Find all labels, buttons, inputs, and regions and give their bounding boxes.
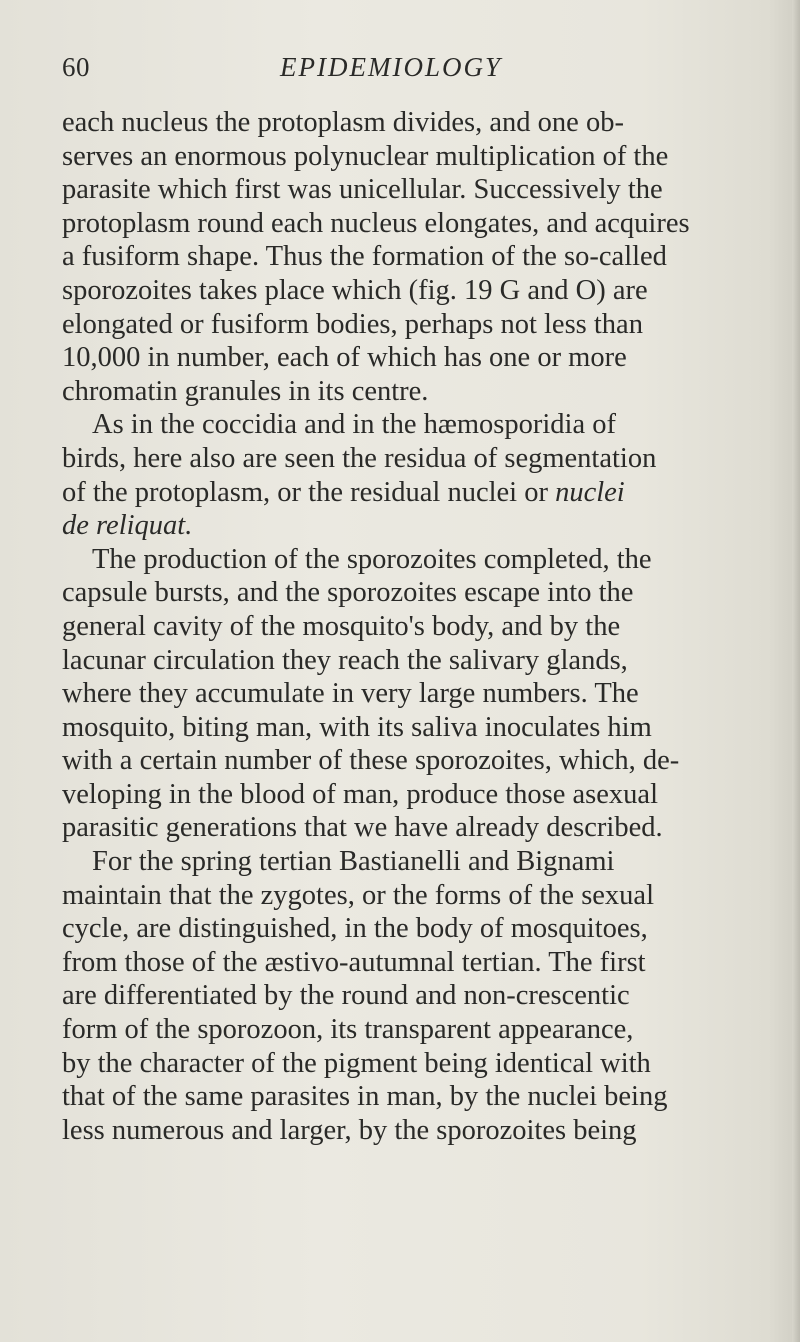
body-text bbox=[62, 106, 796, 1147]
text-line bbox=[62, 476, 796, 510]
text-line: general cavity of the mosquito's body, and by the bbox=[62, 610, 621, 642]
text-line: maintain that the zygotes, or the forms of the sexual bbox=[62, 879, 655, 911]
text-line: birds, here also are seen the residua of segmentation bbox=[62, 442, 657, 474]
text-line-start: of the protoplasm, or the residual nuclei or bbox=[62, 476, 548, 508]
italic-term: nuclei bbox=[555, 476, 625, 508]
text-line: cycle, are distinguished, in the body of mosquitoes, bbox=[62, 913, 648, 945]
text-line: veloping in the blood of man, produce those asexual bbox=[62, 778, 658, 810]
text-line: lacunar circulation they reach the salivary glands, bbox=[62, 644, 628, 676]
text-line: a fusiform shape. Thus the formation of the so-called bbox=[62, 241, 667, 273]
text-line: are differentiated by the round and non-crescentic bbox=[62, 980, 630, 1012]
text-line: chromatin granules in its centre. bbox=[62, 375, 429, 407]
text-line: that of the same parasites in man, by the nuclei being bbox=[62, 1081, 668, 1113]
text-line: less numerous and larger, by the sporozoites being bbox=[62, 1114, 637, 1146]
text-line: parasitic generations that we have already described. bbox=[62, 812, 663, 844]
running-title: EPIDEMIOLOGY bbox=[280, 52, 502, 82]
text-line: The production of the sporozoites completed, the bbox=[92, 543, 652, 575]
text-line: capsule bursts, and the sporozoites escape into the bbox=[62, 577, 634, 609]
text-line: from those of the æstivo-autumnal tertian. The first bbox=[62, 946, 646, 978]
text-line: parasite which first was unicellular. Successively the bbox=[62, 174, 663, 206]
text-line: with a certain number of these sporozoites, which, de- bbox=[62, 745, 680, 777]
running-head bbox=[62, 52, 762, 88]
text-line: sporozoites takes place which (fig. 19 G and O) are bbox=[62, 274, 648, 306]
text-line: elongated or fusiform bodies, perhaps not less than bbox=[62, 308, 643, 340]
text-line: each nucleus the protoplasm divides, and one ob- bbox=[62, 107, 624, 138]
text-line: serves an enormous polynuclear multiplication of the bbox=[62, 140, 669, 172]
text-line: For the spring tertian Bastianelli and Bignami bbox=[92, 846, 615, 878]
text-line: form of the sporozoon, its transparent appearance, bbox=[62, 1014, 634, 1046]
text-line: mosquito, biting man, with its saliva inoculates him bbox=[62, 711, 652, 743]
text-line: protoplasm round each nucleus elongates, and acquires bbox=[62, 207, 690, 239]
page-number: 60 bbox=[62, 52, 90, 82]
text-line: 10,000 in number, each of which has one or more bbox=[62, 342, 627, 374]
italic-term: de reliquat. bbox=[62, 510, 193, 542]
text-line: by the character of the pigment being identical with bbox=[62, 1047, 651, 1079]
text-line: where they accumulate in very large numbers. The bbox=[62, 678, 639, 710]
text-line: As in the coccidia and in the hæmosporidia of bbox=[92, 409, 616, 441]
